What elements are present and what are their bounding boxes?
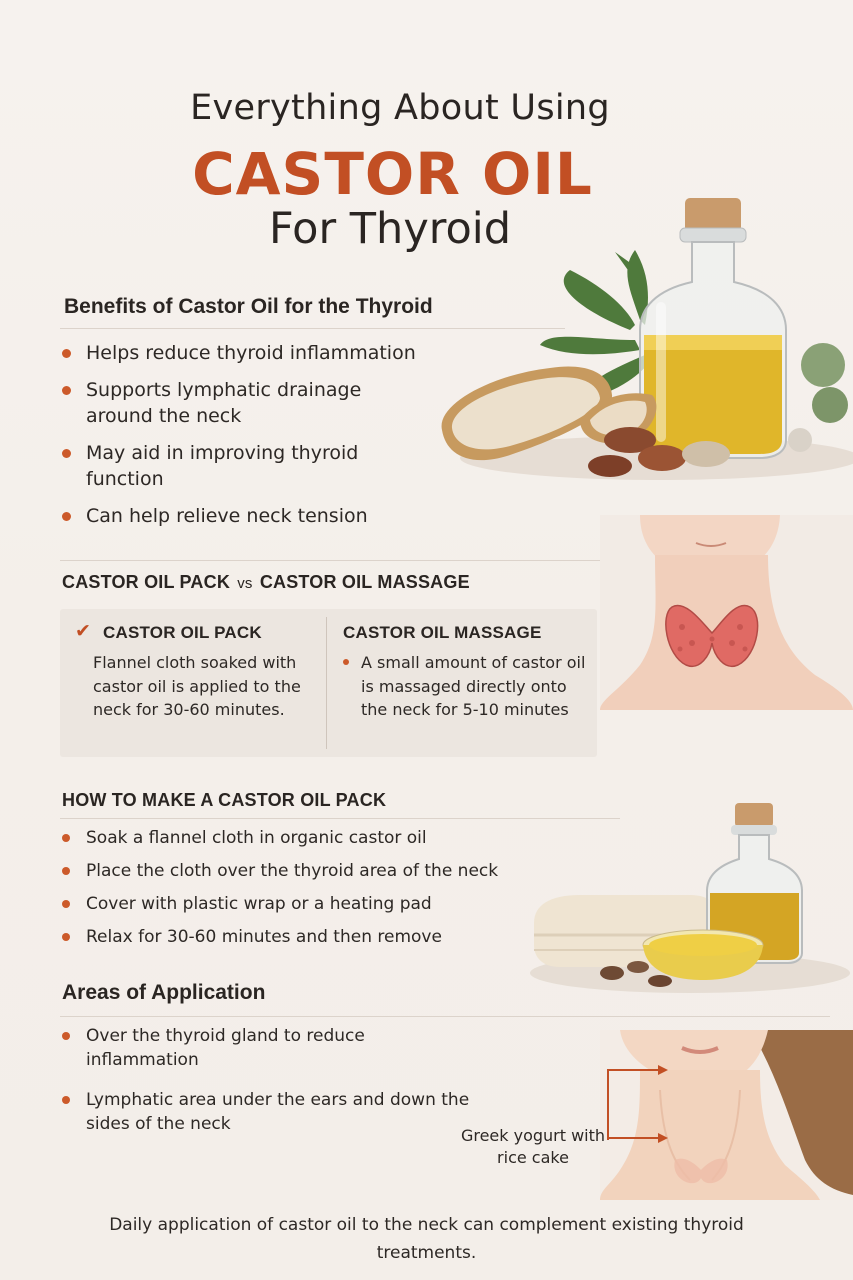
massage-text: A small amount of castor oil is massaged directly onto the neck for 5-10 minutes [361,653,586,719]
title-main: CASTOR OIL [192,140,593,208]
castor-oil-bottle-illustration [430,190,853,500]
list-item: Relax for 30-60 minutes and then remove [62,925,542,949]
towel-and-oil-illustration [520,795,853,1010]
footer-text: Daily application of castor oil to the neck can complement existing thyroid treatments. [109,1215,744,1263]
pack-column [60,609,326,757]
massage-column [327,609,597,757]
benefits-list [62,340,442,529]
list-item: May aid in improving thyroid function [62,440,376,492]
list-item: Soak a flannel cloth in organic castor oil [62,826,542,850]
areas-list [62,1024,482,1136]
callout-label: Greek yogurt with rice cake [460,1126,606,1167]
callout-arrows [600,1060,680,1150]
benefits-bottom-rule [60,560,605,561]
areas-heading: Areas of Application [62,981,266,1004]
title-line-1: Everything About Using [190,88,610,128]
comparison-heading-massage: CASTOR OIL MASSAGE [259,572,470,592]
how-to-list [62,826,542,949]
check-icon: ✔ [75,620,91,642]
comparison-panel [60,609,597,757]
list-item: Lymphatic area under the ears and down the sides of the neck [62,1088,486,1136]
areas-rule [60,1016,830,1017]
massage-title: CASTOR OIL MASSAGE [343,623,542,642]
list-item: Cover with plastic wrap or a heating pad [62,892,542,916]
comparison-heading [62,572,470,593]
list-item: Helps reduce thyroid inflammation [62,340,442,366]
title-line-3: For Thyroid [268,204,512,254]
pack-title: CASTOR OIL PACK [103,623,262,642]
list-item: Over the thyroid gland to reduce inflammation [62,1024,466,1072]
comparison-heading-pack: CASTOR OIL PACK [62,572,231,592]
list-item: Supports lymphatic drainage around the neck [62,377,426,429]
list-item: Place the cloth over the thyroid area of the neck [62,859,542,883]
thyroid-neck-illustration [600,515,853,710]
footer-note [0,1211,853,1267]
pack-text: Flannel cloth soaked with castor oil is applied to the neck for 30-60 minutes. [93,653,301,719]
how-to-heading: HOW TO MAKE A CASTOR OIL PACK [62,790,387,810]
comparison-heading-vs: vs [237,575,253,592]
benefits-rule [60,328,565,329]
list-item: Can help relieve neck tension [62,503,442,529]
benefits-heading: Benefits of Castor Oil for the Thyroid [64,295,433,318]
massage-bullet-icon [343,659,349,665]
